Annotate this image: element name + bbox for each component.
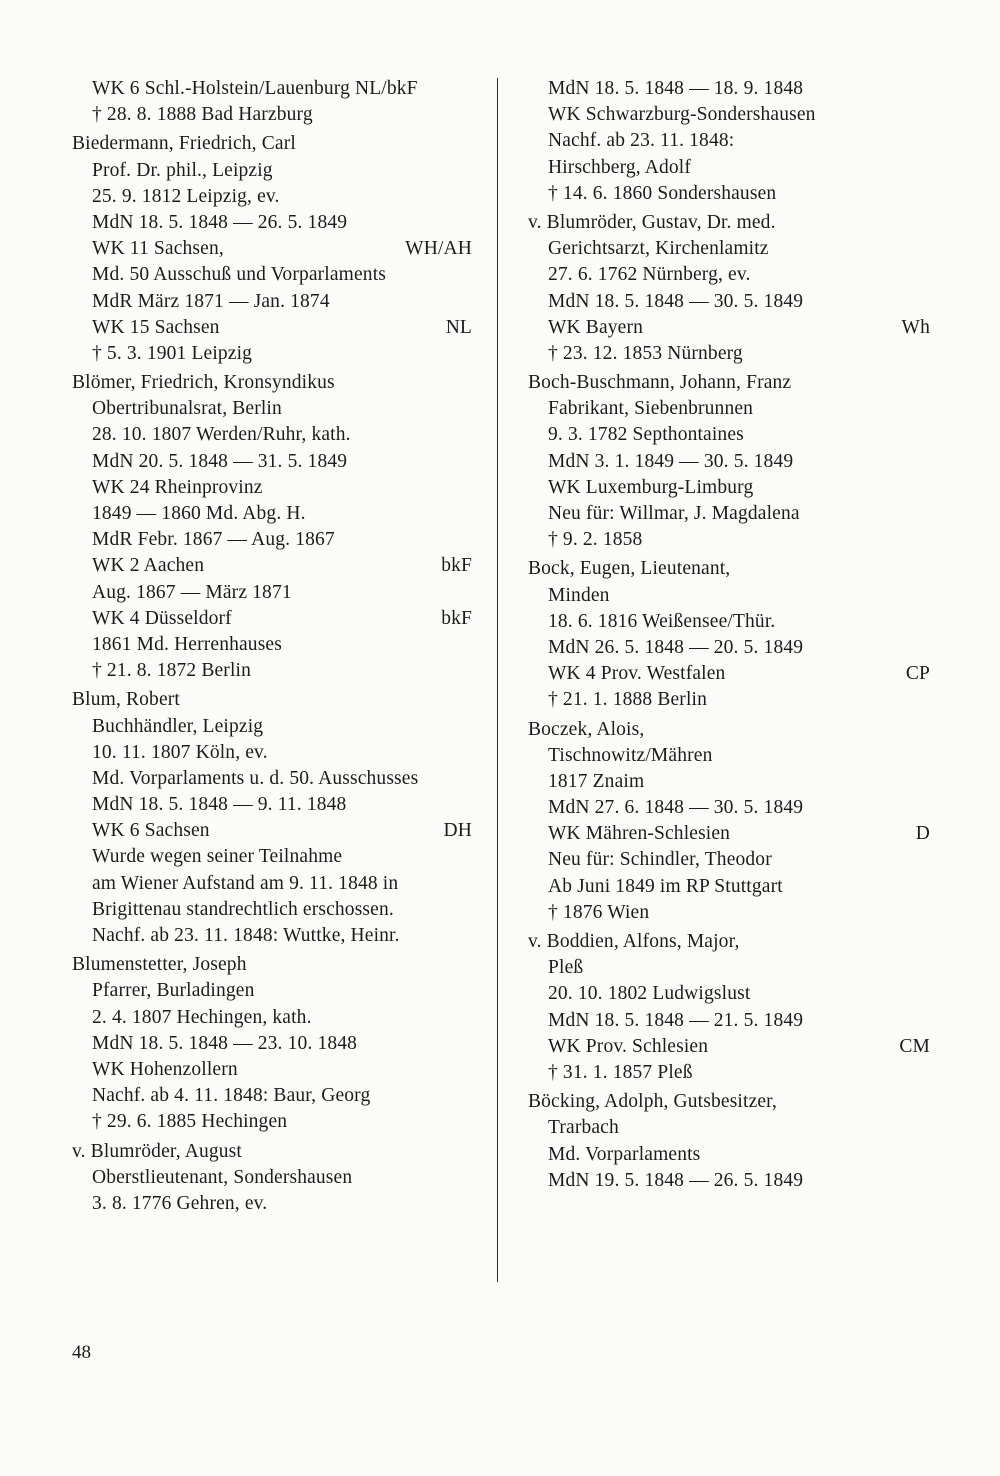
entry-line	[528, 661, 930, 687]
entry-line-text: Ab Juni 1849 im RP Stuttgart	[548, 875, 783, 897]
entry-line	[72, 501, 472, 527]
entry-line	[528, 1115, 930, 1141]
entry-name: v. Blumröder, Gustav, Dr. med.	[528, 211, 776, 233]
entry-line	[528, 155, 930, 181]
entry-line	[528, 315, 930, 341]
entry-line	[528, 743, 930, 769]
entry-line-text: Nachf. ab 23. 11. 1848:	[548, 130, 735, 152]
entry-line-text: Md. Vorparlaments	[548, 1143, 701, 1165]
entry-line	[72, 632, 472, 658]
entry-line	[72, 606, 472, 632]
register-entry	[72, 952, 472, 1135]
entry-name: Blumenstetter, Joseph	[72, 954, 247, 976]
entry-line-text: 2. 4. 1807 Hechingen, kath.	[92, 1006, 312, 1028]
entry-line	[528, 289, 930, 315]
entry-line-text: Pfarrer, Burladingen	[92, 980, 255, 1002]
register-entry	[528, 929, 930, 1086]
entry-line	[72, 341, 472, 367]
entry-line-text: WK 6 Sachsen	[92, 820, 210, 842]
entry-name: Boczek, Alois,	[528, 718, 645, 740]
register-entry	[528, 1089, 930, 1194]
entry-line-text: † 23. 12. 1853 Nürnberg	[548, 342, 743, 364]
entry-line	[528, 635, 930, 661]
party-affiliation: bkF	[441, 607, 472, 629]
party-affiliation: Wh	[901, 316, 930, 338]
entry-line-text: MdN 27. 6. 1848 — 30. 5. 1849	[548, 797, 804, 819]
entry-line	[72, 1057, 472, 1083]
entry-line	[72, 76, 472, 102]
page-number: 48	[72, 1342, 91, 1363]
entry-line-text: Gerichtsarzt, Kirchenlamitz	[548, 238, 769, 260]
entry-line-text: WK 6 Schl.-Holstein/Lauenburg NL/bkF	[92, 78, 418, 99]
entry-line-text: 1849 — 1860 Md. Abg. H.	[92, 503, 306, 524]
entry-line-text: Buchhändler, Leipzig	[92, 715, 264, 737]
entry-line	[72, 315, 472, 341]
entry-line	[528, 1008, 930, 1034]
entry-line-text: Fabrikant, Siebenbrunnen	[548, 398, 754, 420]
entry-line-text: † 21. 1. 1888 Berlin	[548, 689, 707, 711]
register-entry	[528, 76, 930, 207]
entry-line-text: WK 2 Aachen	[92, 555, 205, 577]
entry-line-text: 1817 Znaim	[548, 770, 645, 792]
party-affiliation: DH	[443, 820, 472, 842]
entry-line	[528, 236, 930, 262]
register-entry	[528, 556, 930, 713]
entry-line	[72, 1191, 472, 1217]
entry-line-text: Trarbach	[548, 1117, 619, 1139]
entry-line	[528, 262, 930, 288]
entry-line-text: MdR März 1871 — Jan. 1874	[92, 290, 330, 312]
entry-line-text: † 9. 2. 1858	[548, 529, 643, 551]
entry-line-text: † 14. 6. 1860 Sondershausen	[548, 182, 777, 204]
entry-line	[72, 1031, 472, 1057]
entry-line	[72, 714, 472, 740]
entry-line	[528, 102, 930, 128]
entry-line-text: WK Hohenzollern	[92, 1058, 238, 1080]
entry-line	[72, 422, 472, 448]
entry-line-text: Nachf. ab 23. 11. 1848: Wuttke, Heinr.	[92, 925, 400, 946]
entry-name: Boch-Buschmann, Johann, Franz	[528, 372, 792, 394]
entry-line	[72, 580, 472, 606]
entry-line-text: Md. Vorparlaments u. d. 50. Ausschusses	[92, 767, 419, 789]
entry-line-text: MdR Febr. 1867 — Aug. 1867	[92, 529, 335, 551]
entry-line-text: WK 4 Prov. Westfalen	[548, 663, 726, 685]
entry-line-text: † 28. 8. 1888 Bad Harzburg	[92, 104, 313, 126]
entry-line-text: WK Luxemburg-Limburg	[548, 476, 754, 498]
entry-line	[72, 262, 472, 288]
entry-line-text: MdN 18. 5. 1848 — 26. 5. 1849	[92, 211, 348, 233]
entry-line	[72, 236, 472, 262]
entry-name: Blum, Robert	[72, 689, 180, 711]
entry-line-text: Hirschberg, Adolf	[548, 156, 692, 178]
party-affiliation: CP	[905, 663, 930, 685]
entry-name: Blömer, Friedrich, Kronsyndikus	[72, 372, 335, 394]
entry-line	[72, 158, 472, 184]
entry-line-text: Tischnowitz/Mähren	[548, 744, 713, 766]
entry-line	[528, 396, 930, 422]
entry-line-text: 9. 3. 1782 Septhontaines	[548, 424, 744, 446]
entry-line	[72, 844, 472, 870]
entry-line-text: MdN 26. 5. 1848 — 20. 5. 1849	[548, 636, 804, 658]
entry-line-text: MdN 18. 5. 1848 — 30. 5. 1849	[548, 290, 804, 312]
register-entry	[72, 1139, 472, 1218]
entry-line	[72, 871, 472, 897]
register-entry	[528, 717, 930, 927]
party-affiliation: CM	[899, 1035, 930, 1057]
entry-line-text: WK Prov. Schlesien	[548, 1035, 709, 1057]
entry-name: Biedermann, Friedrich, Carl	[72, 133, 296, 155]
entry-line-text: Neu für: Willmar, J. Magdalena	[548, 503, 800, 524]
entry-line	[528, 181, 930, 207]
party-affiliation: NL	[445, 316, 472, 338]
entry-line	[72, 818, 472, 844]
entry-name: v. Boddien, Alfons, Major,	[528, 931, 740, 952]
entry-line	[528, 341, 930, 367]
entry-line-text: 28. 10. 1807 Werden/Ruhr, kath.	[92, 424, 351, 446]
entry-line	[72, 102, 472, 128]
entry-name: v. Blumröder, August	[72, 1140, 242, 1162]
entry-line-text: Oberstlieutenant, Sondershausen	[92, 1166, 353, 1188]
entry-line	[528, 1142, 930, 1168]
entry-line	[72, 978, 472, 1004]
entry-name: Böcking, Adolph, Gutsbesitzer,	[528, 1091, 778, 1113]
entry-line-text: Brigittenau standrechtlich erschossen.	[92, 898, 394, 920]
column-divider	[497, 78, 498, 1282]
entry-line	[528, 128, 930, 154]
entry-line	[528, 1168, 930, 1194]
entry-line	[72, 1165, 472, 1191]
entry-line-text: Obertribunalsrat, Berlin	[92, 398, 282, 420]
entry-line-text: 18. 6. 1816 Weißensee/Thür.	[548, 610, 776, 632]
entry-line	[528, 527, 930, 553]
entry-line-text: Minden	[548, 584, 610, 606]
entry-line-text: am Wiener Aufstand am 9. 11. 1848 in	[92, 872, 399, 894]
entry-line	[528, 1034, 930, 1060]
entry-name: Bock, Eugen, Lieutenant,	[528, 558, 731, 580]
party-affiliation: WH/AH	[405, 238, 472, 260]
register-entry	[72, 131, 472, 367]
entry-line-text: WK 4 Düsseldorf	[92, 607, 232, 629]
entry-line	[72, 740, 472, 766]
entry-line	[72, 527, 472, 553]
entry-line-text: MdN 18. 5. 1848 — 18. 9. 1848	[548, 78, 804, 99]
party-affiliation: D	[915, 823, 930, 845]
entry-line-text: Md. 50 Ausschuß und Vorparlaments	[92, 264, 387, 286]
entry-line-text: WK 15 Sachsen	[92, 316, 220, 338]
entry-line	[528, 795, 930, 821]
entry-line-text: 20. 10. 1802 Ludwigslust	[548, 983, 751, 1005]
entry-line-text: WK 11 Sachsen,	[92, 238, 224, 260]
entry-line-text: WK Mähren-Schlesien	[548, 823, 731, 845]
entry-line	[72, 658, 472, 684]
register-entry	[528, 210, 930, 367]
entry-line	[72, 923, 472, 949]
entry-line	[72, 475, 472, 501]
entry-line-text: MdN 18. 5. 1848 — 21. 5. 1849	[548, 1009, 804, 1031]
entry-line-text: 10. 11. 1807 Köln, ev.	[92, 741, 268, 763]
entry-line-text: † 29. 6. 1885 Hechingen	[92, 1111, 288, 1133]
entry-line	[528, 821, 930, 847]
entry-line-text: Neu für: Schindler, Theodor	[548, 849, 772, 871]
entry-line	[528, 900, 930, 926]
entry-line	[72, 210, 472, 236]
entry-line	[528, 1060, 930, 1086]
entry-line	[72, 396, 472, 422]
entry-line-text: MdN 18. 5. 1848 — 9. 11. 1848	[92, 794, 347, 816]
entry-line	[528, 609, 930, 635]
entry-line	[72, 449, 472, 475]
register-entry	[528, 370, 930, 553]
entry-line-text: MdN 3. 1. 1849 — 30. 5. 1849	[548, 450, 794, 472]
entry-line	[528, 422, 930, 448]
entry-line-text: Nachf. ab 4. 11. 1848: Baur, Georg	[92, 1085, 371, 1107]
register-entry	[72, 370, 472, 684]
entry-line	[528, 475, 930, 501]
entry-line	[72, 1109, 472, 1135]
entry-line-text: MdN 18. 5. 1848 — 23. 10. 1848	[92, 1032, 358, 1054]
entry-line-text: 1861 Md. Herrenhauses	[92, 633, 282, 655]
entry-line-text: † 31. 1. 1857 Pleß	[548, 1061, 693, 1083]
entry-line-text: Aug. 1867 — März 1871	[92, 581, 292, 603]
right-column	[528, 76, 930, 1197]
entry-line-text: 3. 8. 1776 Gehren, ev.	[92, 1192, 268, 1214]
entry-line-text: † 21. 8. 1872 Berlin	[92, 660, 251, 682]
entry-line-text: WK 24 Rheinprovinz	[92, 476, 263, 498]
entry-line-text: 25. 9. 1812 Leipzig, ev.	[92, 185, 280, 207]
entry-line	[528, 501, 930, 527]
entry-line-text: † 5. 3. 1901 Leipzig	[92, 342, 253, 364]
entry-line	[72, 1083, 472, 1109]
entry-line	[528, 981, 930, 1007]
entry-line	[528, 874, 930, 900]
register-entry	[72, 687, 472, 949]
entry-line	[72, 792, 472, 818]
entry-line	[528, 847, 930, 873]
entry-line	[528, 449, 930, 475]
entry-line	[528, 769, 930, 795]
left-column	[72, 76, 472, 1220]
entry-line	[72, 897, 472, 923]
entry-line	[528, 583, 930, 609]
entry-line-text: MdN 20. 5. 1848 — 31. 5. 1849	[92, 450, 348, 472]
entry-line	[528, 687, 930, 713]
party-affiliation: bkF	[441, 555, 472, 577]
register-entry	[72, 76, 472, 128]
entry-line	[72, 289, 472, 315]
entry-line-text: Wurde wegen seiner Teilnahme	[92, 846, 343, 868]
entry-line	[72, 1005, 472, 1031]
entry-line-text: WK Bayern	[548, 316, 644, 338]
entry-line-text: Prof. Dr. phil., Leipzig	[92, 159, 273, 181]
entry-line	[72, 553, 472, 579]
entry-line	[72, 184, 472, 210]
entry-line	[528, 76, 930, 102]
entry-line-text: 27. 6. 1762 Nürnberg, ev.	[548, 264, 751, 286]
entry-line	[528, 955, 930, 981]
entry-line-text: MdN 19. 5. 1848 — 26. 5. 1849	[548, 1169, 804, 1191]
entry-line-text: WK Schwarzburg-Sondershausen	[548, 104, 816, 126]
entry-line-text: † 1876 Wien	[548, 901, 650, 923]
entry-line	[72, 766, 472, 792]
entry-line-text: Pleß	[548, 957, 584, 979]
